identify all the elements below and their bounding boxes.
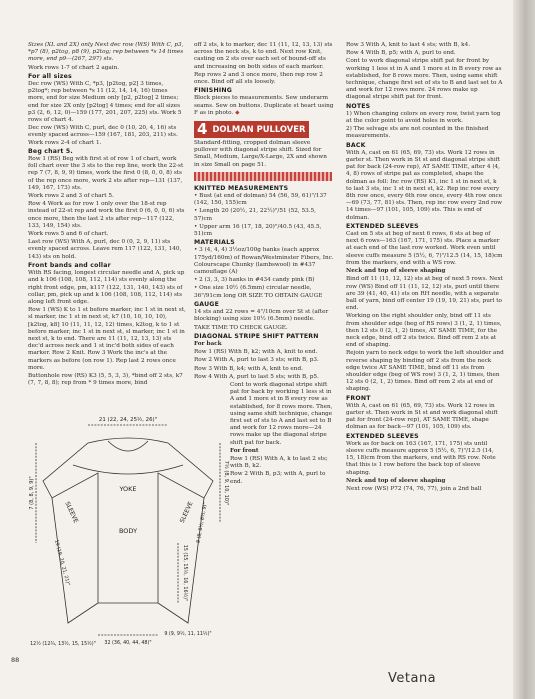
- paragraph: TAKE TIME TO CHECK GAUGE.: [194, 324, 288, 331]
- section-heading: BACK: [346, 141, 366, 149]
- paragraph: Row 1 (RS) Beg with first st of row 1 of chart, work foll chart over the 3 sts to the rep line, work the 22-st rep 7 (7, 8, 9, 9) times, work the first 0 (8, 0, 0, 8) sts of the rep once more, work 2 sts after rep—131 (137, 149, 167, 173) sts.: [28, 156, 184, 191]
- paragraph: Row 1 (WS) K to 1 st before marker, inc 1 st in next st, sl marker, inc 1 st in next st, k7 (10, 10, 10, 10), [k2tog, k8] 10 (11, 11, 12, 12) times, k2tog, k to 1 st before marker, inc 1 st in next st, sl marker, inc 1 st in next st, k to end. There are 11 (11, 12, 13, 13) sts dec'd across neck and 1 st inc'd both sides of each marker. Row 2 Knit. Row 3 Work the inc's at the markers as before (on row 1). Rep last 2 rows once more.: [28, 307, 186, 371]
- dim-bottom-mid: 32 (36, 40, 44, 48)": [104, 641, 152, 646]
- list-item: • Bust (at end of dolman) 54 (56, 59, 61)"/137 (142, 150, 155)cm: [194, 193, 327, 207]
- paragraph: Row 2 With B, p3; with A, purl to end.: [230, 471, 326, 485]
- paragraph: Dec row (WS) With C, *p3, [p2tog, p2] 3 times, p2tog*; rep between *s 11 (12, 14, 14, 16) times more, end for size Medium only [p2, p2tog] 2 times; end for size 2X only [p2tog] 4 times; end for all sizes p3 (2, 6, 12, 0)—159 (177, 201, 207, 225) sts. Work 5 rows of chart 4.: [28, 81, 182, 124]
- section-heading: KNITTED MEASUREMENTS: [194, 184, 289, 192]
- section-heading: EXTENDED SLEEVES: [346, 432, 419, 440]
- paragraph: Work rows 2 and 3 of chart 5.: [28, 193, 114, 200]
- paragraph: Row 3 With B, k4; with A, knit to end.: [194, 365, 303, 372]
- paragraph: Cont to work diagonal stripe shift pat for front by working 1 less st in A and 1 more st in B every row as established, for 8 rows more. Then, using same shift technique, change first set of sts to B and last set to A and work for 12 rows more. 24 rows make up diagonal stripe shift pat for front.: [346, 58, 503, 101]
- dim-bottom-right: 9 (9, 9½, 11, 11½)": [164, 632, 212, 637]
- pattern-title: DOLMAN PULLOVER: [210, 121, 309, 138]
- paragraph: With A, cast on 61 (65, 69, 73) sts. Work 12 rows in garter st. Then work in St st and work diagonal shift pat for front (24-row rep), AT SAME TIME, shape dolman as for back—97 (101, 105, 109) sts.: [346, 402, 498, 431]
- page-spine: [513, 0, 535, 699]
- paragraph: Bind off 11 (11, 12, 12) sts at beg of next 5 rows. Next row (WS) Bind off 11 (11, 12, 12) sts, purl until there are 39 (41, 40, 41) sts on RH needle, with a separate ball of yarn, bind off center 19 (19, 19, 21) sts, purl to end.: [346, 276, 503, 312]
- paragraph: off 2 sts, k to marker, dec 11 (11, 12, 13, 13) sts across the neck sts, k to end. Next row Knit, casting on 2 sts over each set of bound-off sts and increasing on both sides of each marker.: [194, 42, 333, 70]
- dim-bottom-left: 12½ (12¾, 13½, 15, 15½)": [30, 642, 96, 647]
- garment-schematic: [28, 403, 228, 658]
- list-item: • 2 (3, 3, 3) hanks in #434 candy pink (B): [194, 277, 315, 284]
- pattern-number: 4: [194, 121, 210, 138]
- subheading: Neck and top of sleeve shaping: [346, 268, 446, 275]
- paragraph: Row 1 (RS) With B, k2; with A, knit to end.: [194, 349, 318, 356]
- sleeve-left-label: SLEEVE: [63, 500, 80, 525]
- section-heading: Front bands and collar: [28, 261, 111, 269]
- body-label: BODY: [118, 527, 138, 535]
- paragraph: With RS facing, longest circular needle and A, pick up and k 106 (108, 108, 112, 114) sts evenly along the right front edge, pm, k117 (122, 131, 140, 143) sts of collar, pm, pick up and k 106 (108, 108, 112, 114) sts along left front edge.: [28, 270, 185, 305]
- section-heading: For all sizes: [28, 72, 72, 80]
- paragraph: Row 4 Work as for row 1 only over the 18-st rep instead of 22-st rep and work the first 0 (6, 0, 0, 6) sts once more, then the last 2 sts after rep—117 (122, 133, 149, 154) sts.: [28, 201, 185, 229]
- list-item: • Upper arm 16 (17, 18, 20)"/40.5 (43, 45.5, 51)cm: [194, 223, 322, 238]
- paragraph: Buttonhole row (RS) K3 (5, 5, 3, 3), *bind off 2 sts, k7 (7, 7, 8, 8); rep from * 9 times more, bind: [28, 372, 183, 387]
- paragraph: With A, cast on 61 (65, 69, 73) sts. Work 12 rows in garter st. Then work in St st and diagonal stripe shift pat for back (24-row rep), AT SAME TIME, after 4 (4, 4, 8) rows of stripe pat as completed, shape the dolman as foll: Inc row (RS) K1, inc 1 st in next st, k to last 3 sts, inc 1 st in next st, k2. Rep inc row every 8th row once, every 6th row once, every 4th row once—69 (73, 77, 81) sts. Then, rep inc row every 2nd row 14 times—97 (101, 105, 109) sts. This is end of dolman.: [346, 149, 503, 221]
- section-heading: FINISHING: [194, 87, 233, 95]
- list-item: • 3 (4, 4, 4) 3½oz/100g hanks (each approx 175yd/160m) of Rowan/Westminster Fibers, Inc. Colourscape Chunky (lambswool) in #437 camouflage (A): [194, 247, 334, 276]
- paragraph: Row 2 With A, purl to last 3 sts; with B, p3.: [194, 357, 319, 364]
- sleeve-right-label: SLEEVE: [178, 500, 195, 525]
- paragraph: Row 3 With A, knit to last 4 sts; with B, k4.: [346, 42, 471, 48]
- paragraph: Rejoin yarn to neck edge to work the left shoulder and reverse shaping by binding off 2 sts from the neck edge twice AT SAME TIME, bind off 11 sts from shoulder edge (beg of WS row) 3 (1, 2, 1) times, then 12 sts 0 (2, 1, 2) times. Bind off rem 2 sts at end of shaping.: [346, 350, 504, 393]
- subheading: For front: [230, 447, 259, 454]
- paragraph: Work rows 1-7 of chart 2 again.: [28, 64, 120, 71]
- paragraph: Standard-fitting, cropped dolman sleeve pullover with diagonal stripe shift. Sized for Small, Medium, Large/X-Large, 2X and shown in size Small on page 51.: [194, 140, 327, 168]
- column-3: [346, 42, 504, 494]
- section-heading: Beg chart 5.: [28, 147, 73, 155]
- paragraph: Working on the right shoulder only, bind off 11 sts from shoulder edge (beg of RS rows) 3 (1, 2, 1) times, then 12 sts 0 (2, 1, 2) times, AT SAME TIME, for the neck edge, bind off 2 sts twice. Bind off rem 2 sts at end of shaping.: [346, 313, 502, 349]
- section-heading: FRONT: [346, 394, 371, 402]
- section-heading: MATERIALS: [194, 239, 235, 247]
- dim-left-label: 7 (8, 8, 9, 9)": [29, 476, 35, 510]
- dim-side-label: 15 (15, 15½, 16, 16½)": [182, 544, 187, 602]
- paragraph: [194, 95, 334, 117]
- list-item: • One size 10½ (6.5mm) circular needle, 36"/91cm long OR SIZE TO OBTAIN GAUGE: [194, 285, 323, 299]
- pattern-banner: [194, 121, 334, 138]
- yoke-line: [73, 465, 183, 474]
- neckline: [108, 441, 148, 451]
- paragraph: Work rows 5 and 6 of chart.: [28, 231, 109, 238]
- watermark: Vetana: [388, 671, 437, 686]
- yarn-swatch-strip: [194, 172, 332, 181]
- paragraph: Rep rows 2 and 3 once more, then rep row 2 once. Bind off all sts loosely.: [194, 71, 323, 86]
- paragraph: Row 1 (RS) With A, k to last 2 sts; with B, k2.: [230, 455, 328, 470]
- subheading: For back: [194, 340, 222, 347]
- dim-sleeve-left: 19 (19, 20, 21, 21)": [52, 539, 71, 587]
- paragraph: Sizes (XL and 2X) only Next dec row (WS) With C, p3, *p7 (8), p2tog, p8 (9), p2tog; rep between *s 14 times more, end p9—(267, 297) sts.: [28, 42, 184, 63]
- column-1: [28, 42, 186, 388]
- paragraph: Cast on 5 sts at beg of next 6 rows, 6 sts at beg of next 6 rows—163 (167, 171, 175) sts. Place a marker at each end of the last row worked. Work even until sleeve cuffs measure 5 (5½, 6, 7)"/12.5 (14, 15, 18)cm from the markers, end with a WS row.: [346, 231, 503, 266]
- section-heading: DIAGONAL STRIPE SHIFT PATTERN: [194, 332, 319, 340]
- diamond-icon: ◆: [235, 109, 240, 116]
- subheading: Neck and top of sleeve shaping: [346, 477, 446, 484]
- paragraph: Next row (WS) P72 (74, 76, 77), join a 2nd ball: [346, 485, 482, 492]
- paragraph: Dec row (WS) With C, purl, dec 0 (10, 20, 4, 16) sts evenly spaced across—159 (167, 181, 203, 211) sts. Work rows 2-4 of chart 1.: [28, 125, 178, 146]
- list-item: • Length 20 (20½, 21, 22½)"/51 (52, 53.5, 57)cm: [194, 208, 316, 222]
- paragraph: Work as for back on 163 (167, 171, 175) sts until sleeve cuffs measure approx 5 (5½, 6, 7)"/12.5 (14, 15, 18)cm from the markers, end with RS row. Note that this is 1 row before the back top of sleeve shaping.: [346, 440, 496, 476]
- section-heading: NOTES: [346, 102, 371, 110]
- dim-top-label: 21 (22, 24, 25½, 26)": [98, 417, 158, 423]
- yoke-label: YOKE: [119, 485, 137, 493]
- paragraph: 14 sts and 22 rows = 4"/10cm over St st (after blocking) using size 10½ (6.5mm) needle.: [194, 309, 329, 323]
- paragraph: Row 4 With A, purl to last 5 sts; with B, p5.: [194, 373, 319, 380]
- list-item: 2) The selvage sts are not counted in the finished measurements.: [346, 126, 489, 140]
- paragraph: Row 4 With B, p5; with A, purl to end.: [346, 50, 456, 57]
- section-heading: GAUGE: [194, 300, 220, 308]
- paragraph: Cont to work diagonal stripe shift pat for back by working 1 less st in A and 1 more st in B every row as established, for 8 rows more. Then, using same shift technique, change first set of sts to A and last set to B and work for 12 rows more—24 rows make up the diagonal stripe shift pat for back.: [230, 381, 333, 446]
- finishing-text: Block pieces to measurements. Sew underarm seams. Sew on buttons. Duplicate st heart using F as in photo.: [194, 95, 334, 116]
- dim-sleeve-right: 8 (8, 8½, 8½, 9)": [196, 502, 209, 544]
- dim-right-label: 7½ (8, 9, 10, 10)": [223, 460, 229, 506]
- paragraph: Last row (WS) With A, purl, dec 0 (0, 2, 9, 11) sts evenly spaced across. Leave rem 117 (122, 131, 140, 143) sts on hold.: [28, 239, 182, 260]
- section-heading: EXTENDED SLEEVES: [346, 222, 419, 230]
- page-number: 88: [11, 656, 20, 664]
- list-item: 1) When changing colors on every row, twist yarn tog at the color point to avoid holes in work.: [346, 110, 501, 125]
